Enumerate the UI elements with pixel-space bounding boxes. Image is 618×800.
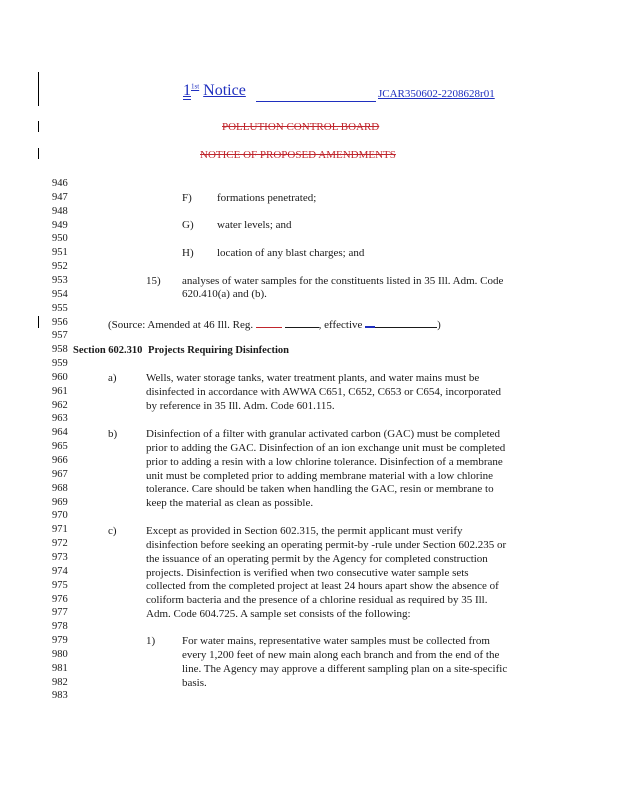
item-h-label: H) [182,247,194,259]
paragraph-line: unit must be completed prior to adding membrane material with a low chlorine [146,469,494,482]
board-title: POLLUTION CONTROL BOARD [222,121,380,133]
line-number: 981 [52,662,68,674]
source-blank-date [375,317,437,328]
paragraph-line: coliform bacteria and the presence of a chlorine residual as required by 35 Ill. [146,594,488,607]
line-number: 947 [52,191,68,203]
line-number: 955 [52,302,68,314]
line-number: 965 [52,441,68,453]
line-number: 951 [52,247,68,259]
notice-heading: $1^{1st}$ Notice [183,82,246,99]
paragraph-line: Adm. Code 604.725. A sample set consists of the following: [146,608,411,621]
line-number: 949 [52,219,68,231]
paragraph-line: Disinfection of a filter with granular activated carbon (GAC) must be completed [146,428,501,440]
line-number: 961 [52,385,68,397]
paragraph-line: disinfection before seeking an operating permit-by -rule under Section 602.235 or [146,538,507,551]
line-number: 968 [52,482,68,494]
notice-of-proposed-amendments: NOTICE OF PROPOSED AMENDMENTS [200,149,396,161]
paragraph-line: keep the material as clean as possible. [146,497,314,510]
item-g-label: G) [182,219,194,231]
paragraph-line: every 1,200 feet of new main along each branch and from the end of the [182,648,500,661]
line-number: 975 [52,579,68,591]
line-number: 983 [52,690,68,702]
line-number: 959 [52,358,68,370]
line-number: 958 [52,344,68,356]
line-number: 950 [52,233,68,245]
subsection-c-label: c) [108,525,117,537]
source-blank-page [285,317,319,328]
paragraph-line: Except as provided in Section 602.315, the permit applicant must verify [146,525,463,537]
line-number: 974 [52,565,68,577]
item-f-text: formations penetrated; [217,192,317,204]
subsection-c1-label: 1) [146,635,156,647]
line-number: 973 [52,551,68,563]
line-number: 971 [52,524,68,536]
line-number: 970 [52,510,68,522]
item-g-text: water levels; and [217,219,292,231]
jcar-code: JCAR350602-2208628r01 [378,88,495,100]
line-number: 978 [52,621,68,633]
change-bar-3 [38,148,39,159]
item-15-label: 15) [146,275,161,287]
line-number: 980 [52,648,68,660]
line-number: 969 [52,496,68,508]
paragraph-line: basis. [182,676,207,689]
item-h-text: location of any blast charges; and [217,247,365,259]
paragraph-line: tolerance. Care should be taken when handling the GAC, resin or membrane to [146,483,494,496]
line-number: 957 [52,330,68,342]
paragraph-line: line. The Agency may approve a different sampling plan on a site-specific [182,662,508,675]
section-title: Projects Requiring Disinfection [148,345,290,356]
item-15-line-2: 620.410(a) and (b). [182,288,267,300]
paragraph-line: collected from the completed project at least 24 hours apart show the absence of [146,580,499,593]
line-number: 960 [52,371,68,383]
line-number: 948 [52,205,68,217]
line-number: 953 [52,274,68,286]
line-number: 952 [52,261,68,273]
paragraph-line: by reference in 35 Ill. Adm. Code 601.115. [146,399,335,412]
paragraph-line: the issuance of an operating permit by the Agency for completed construction [146,552,488,565]
change-bar-4 [38,316,39,328]
section-heading [73,344,289,357]
paragraph-line: Wells, water storage tanks, water treatment plants, and water mains must be [146,372,480,384]
notice-title: Notice [203,82,246,99]
line-number: 962 [52,399,68,411]
paragraph-line: prior to adding a resin with a low chlorine tolerance. Disinfection of a membrane [146,455,503,468]
section-number: Section 602.310 [73,345,143,356]
source-close: ) [437,319,441,331]
notice-underline [256,101,376,102]
line-number: 946 [52,178,68,189]
paragraph-line: disinfected in accordance with AWWA C651, C652, C653 or C654, incorporated [146,385,502,398]
line-number: 976 [52,593,68,605]
line-number: 979 [52,635,68,647]
line-number: 956 [52,316,68,328]
line-number: 982 [52,676,68,688]
source-prefix: (Source: Amended at 46 Ill. Reg. [108,319,254,331]
line-number: 977 [52,607,68,619]
source-blank-date-marker [365,316,375,328]
source-blank-volume [256,317,282,328]
paragraph-line: For water mains, representative water samples must be collected from [182,635,490,647]
item-15-line-1: analyses of water samples for the constituents listed in 35 Ill. Adm. Code [182,275,504,287]
subsection-a-label: a) [108,372,117,384]
line-number: 954 [52,288,68,300]
change-bar-1 [38,72,39,106]
line-number: 967 [52,468,68,480]
paragraph-line: prior to adding the GAC. Disinfection of an ion exchange unit must be completed [146,441,506,454]
line-number: 963 [52,413,68,425]
change-bar-2 [38,121,39,132]
paragraph-line: projects. Disinfection is verified when two consecutive water sample sets [146,566,469,579]
source-effective: , effective [318,319,363,331]
subsection-b-label: b) [108,428,118,440]
line-number: 964 [52,427,68,439]
line-number: 972 [52,538,68,550]
notice-superscript: 1st [191,82,200,91]
source-note [108,316,441,332]
line-number: 966 [52,455,68,466]
item-f-label: F) [182,192,192,204]
